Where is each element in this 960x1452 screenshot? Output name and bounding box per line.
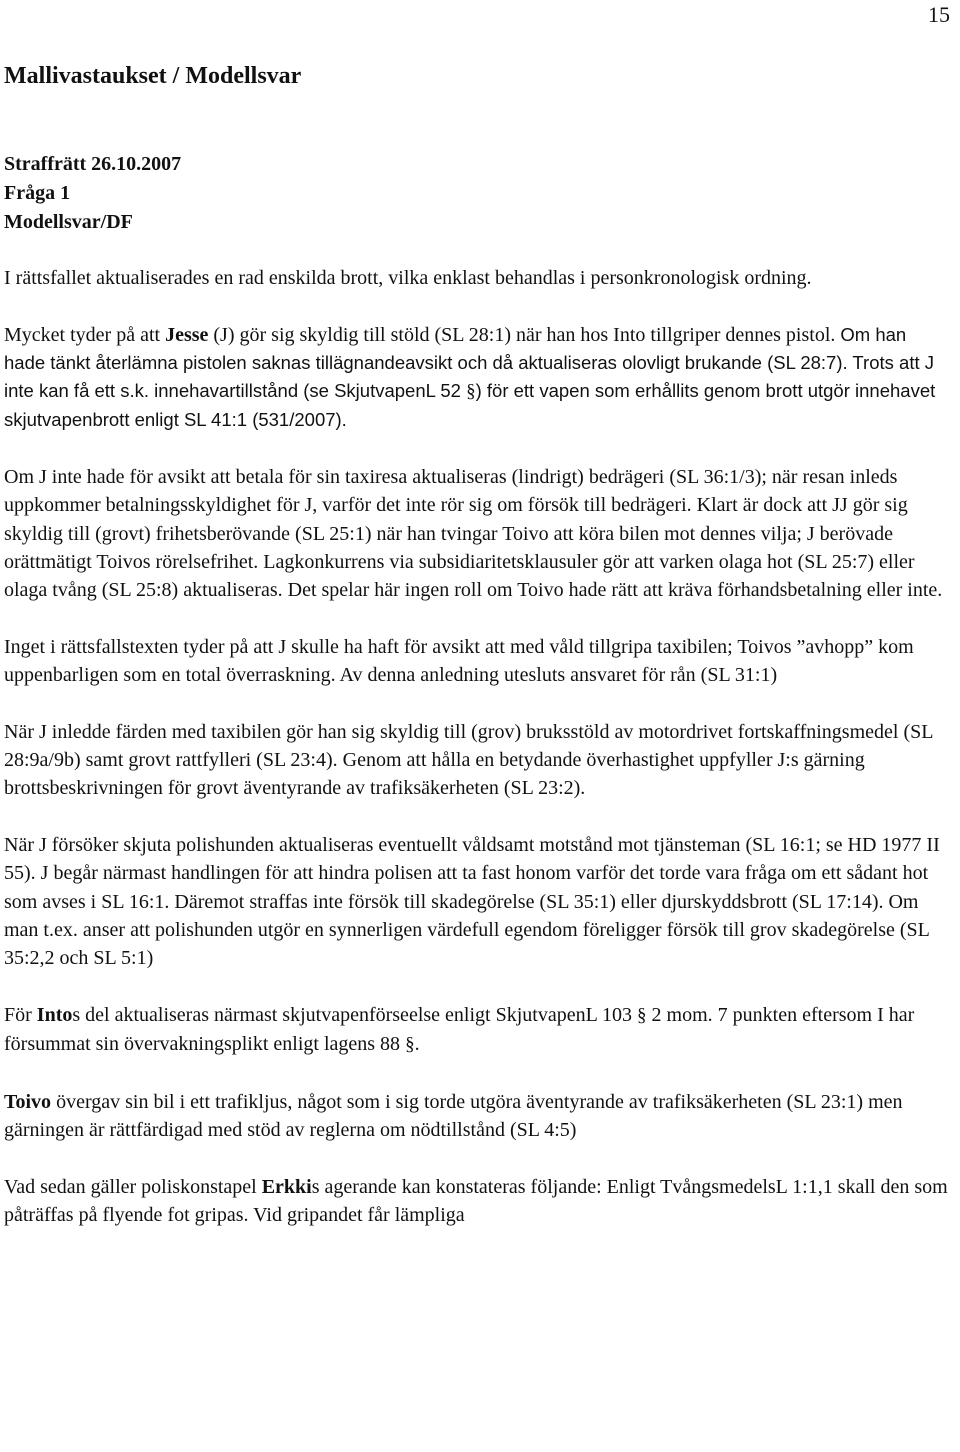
name-toivo: Toivo <box>4 1090 52 1113</box>
document-body <box>4 264 952 1257</box>
text: s del aktualiseras närmast skjutvapenförseelse enligt SkjutvapenL 103 <box>72 1003 638 1026</box>
text: 2 mom. 7 punkten eftersom I har försummat sin övervakningsplikt enligt lagens 88 <box>4 1003 915 1056</box>
text: s agerande kan konstateras följande: Enligt TvångsmedelsL 1:1,1 skall den som påträffas på flyende fot gripas. Vid gripandet får lämpliga <box>4 1175 948 1226</box>
paragraph-intro: I rättsfallet aktualiserades en rad enskilda brott, vilka enklast behandlas i personkronologisk ordning. <box>4 267 812 289</box>
answer-label: Modellsvar/DF <box>4 211 133 233</box>
paragraph-car-theft: När J inledde färden med taxibilen gör han sig skyldig till (grov) bruksstöld av motordrivet fortskaffningsmedel (SL 28:9a/9b) samt grovt rattfylleri (SL 23:4). Genom att hålla en betydande överhastighet uppfyller J:s gärning brottsbeskrivningen för grovt äventyrande av trafiksäkerheten (SL 23:2). <box>4 720 933 800</box>
text: övergav sin bil i ett trafikljus, något som i sig torde utgöra äventyrande av trafiksäkerheten (SL 23:1) men gärningen är rättfärdigad med stöd av reglerna om nödtillstånd (SL 4:5) <box>4 1090 903 1141</box>
paragraph-robbery: Inget i rättsfallstexten tyder på att J skulle ha haft för avsikt att med våld tillgripa taxibilen; Toivos ”avhopp” kom uppenbarligen som en total överraskning. Av denna anledning utesluts ansvaret för rån (SL 31:1) <box>4 635 914 687</box>
text: . <box>414 1033 420 1056</box>
name-jesse: Jesse <box>165 323 209 346</box>
text: Mycket tyder på att <box>4 323 166 346</box>
page-number: 15 <box>928 2 950 27</box>
paragraph-toivo <box>4 1088 952 1145</box>
section-symbol: § <box>405 1034 415 1056</box>
text: (J) gör sig skyldig till stöld (SL 28:1) när han hos Into tillgriper dennes pistol. <box>208 323 841 346</box>
question-label: Fråga 1 <box>4 182 71 204</box>
exam-header <box>4 150 181 237</box>
section-symbol: § <box>637 1004 647 1026</box>
paragraph-erkki <box>4 1173 952 1230</box>
paragraph-into <box>4 1001 952 1060</box>
name-into: Into <box>36 1003 73 1026</box>
text: Vad sedan gäller poliskonstapel <box>4 1175 262 1198</box>
text: För <box>4 1003 37 1026</box>
paragraph-jesse <box>4 321 952 435</box>
name-erkki: Erkki <box>261 1175 312 1198</box>
paragraph-police-dog: När J försöker skjuta polishunden aktualiseras eventuellt våldsamt motstånd mot tjänsteman (SL 16:1; se HD 1977 II 55). J begår närmast handlingen för att hindra polisen att ta fast honom varför det torde vara fråga om ett sådant hot som avses i SL 16:1. Däremot straffas inte försök till skadegörelse (SL 35:1) eller djurskyddsbrott (SL 17:14). Om man t.ex. anser att polishunden utgör en synnerligen värdefull egendom föreligger försök till grov skadegörelse (SL 35:2,2 och SL 5:1) <box>4 833 940 970</box>
text-sans: ) för ett vapen som erhållits genom brott utgör innehavet skjutvapenbrott enligt SL 41:1 (531/2007). <box>4 380 936 431</box>
document-title: Mallivastaukset / Modellsvar <box>4 63 302 89</box>
course-date: Straffrätt 26.10.2007 <box>4 153 182 175</box>
section-symbol: § <box>466 381 476 403</box>
text-sans: Om han hade tänkt återlämna pistolen saknas tillägnandeavsikt och då aktualiseras olovligt brukande (SL 28:7). Trots att J inte kan få ett s.k. innehavartillstånd (se SkjutvapenL 52 <box>4 323 934 402</box>
paragraph-fraud: Om J inte hade för avsikt att betala för sin taxiresa aktualiseras (lindrigt) bedrägeri (SL 36:1/3); när resan inleds uppkommer betalningsskyldighet för J, varför det inte rör sig om försök till bedrägeri. Klart är dock att JJ gör sig skyldig till (grovt) frihetsberövande (SL 25:1) när han tvingar Toivo att köra bilen mot dennes vilja; J berövade orättmätigt Toivos rörelsefrihet. Lagkonkurrens via subsidiaritetsklausuler gör att varken olaga hot (SL 25:7) eller olaga tvång (SL 25:8) aktualiseras. Det spelar här ingen roll om Toivo hade rätt att kräva förhandsbetalning eller inte. <box>4 466 943 602</box>
